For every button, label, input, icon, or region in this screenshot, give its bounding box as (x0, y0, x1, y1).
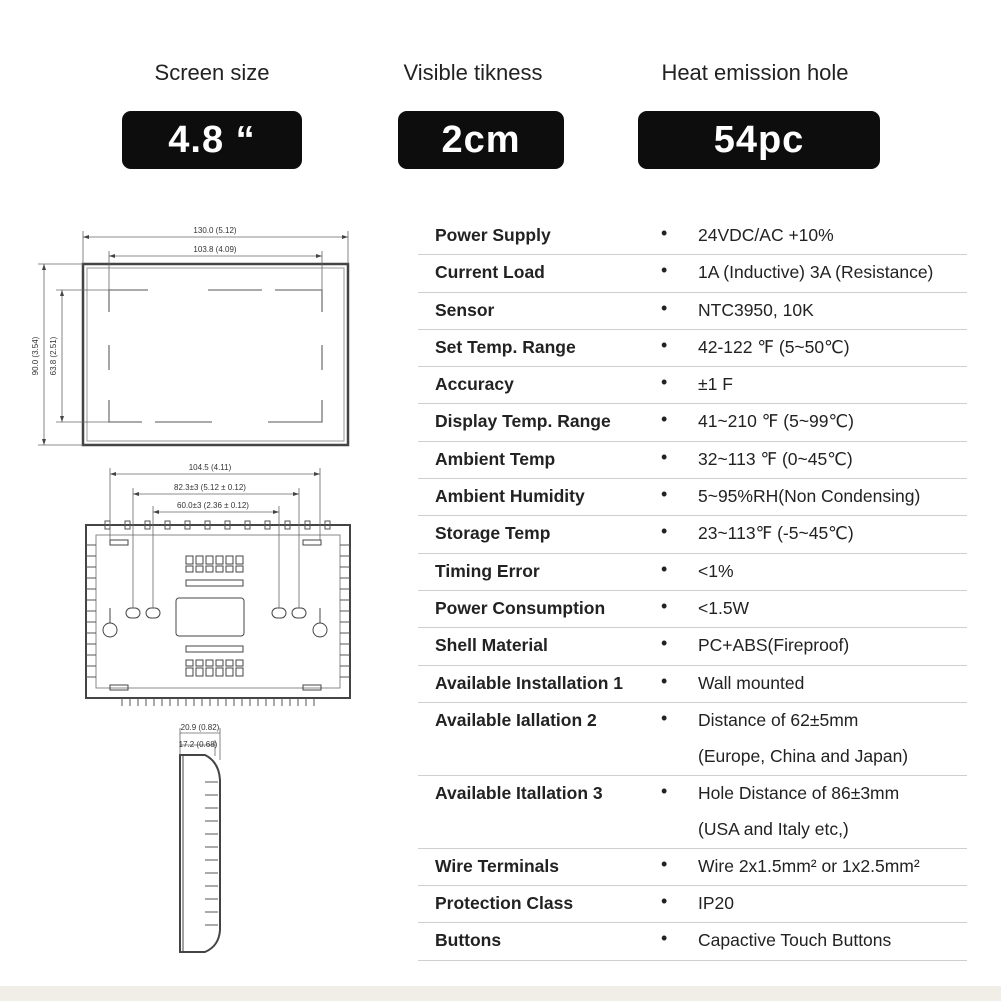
feature-label-screen-size: Screen size (154, 60, 270, 85)
spec-row (418, 923, 967, 960)
spec-label: Display Temp. Range (435, 411, 611, 432)
bullet-icon: • (661, 891, 668, 912)
spec-row (418, 849, 967, 886)
spec-label: Ambient Temp (435, 448, 556, 469)
spec-value (698, 553, 734, 589)
bullet-icon: • (661, 223, 668, 243)
spec-value-line: Distance of 62±5mm (698, 709, 859, 730)
spec-value-line: (USA and Italy etc,) (698, 818, 849, 839)
spec-label: Available Iallation 2 (435, 709, 597, 730)
feature-label-thickness: Visible tikness (403, 60, 543, 85)
spec-row (418, 255, 967, 292)
spec-value-line: IP20 (698, 893, 734, 914)
feature-badge-screen-size: 4.8 “ (122, 111, 302, 169)
spec-label: Set Temp. Range (435, 336, 576, 357)
bullet-icon: • (661, 595, 668, 616)
spec-value-line: ±1 F (698, 374, 733, 395)
spec-value (698, 590, 749, 626)
spec-value-line: Wire 2x1.5mm² or 1x2.5mm² (698, 855, 920, 876)
dim-front-inner-width: 103.8 (4.09) (193, 245, 237, 254)
spec-row (418, 404, 967, 441)
spec-row (418, 218, 967, 255)
spec-label: Timing Error (435, 560, 540, 581)
dim-back-hole-1: 82.3±3 (5.12 ± 0.12) (174, 483, 246, 492)
spec-value (698, 775, 899, 847)
feature-badge-thickness: 2cm (398, 111, 564, 169)
spec-value (698, 254, 933, 290)
bullet-icon: • (661, 853, 668, 874)
spec-row (418, 666, 967, 703)
spec-label: Shell Material (435, 635, 548, 656)
spec-value-line: PC+ABS(Fireproof) (698, 635, 850, 656)
bullet-icon: • (661, 558, 668, 579)
spec-label: Current Load (435, 262, 545, 283)
dim-back-width: 104.5 (4.11) (188, 463, 232, 472)
spec-value (698, 441, 853, 477)
spec-label: Power Supply (435, 225, 551, 245)
spec-label: Accuracy (435, 374, 514, 395)
spec-value-line: Wall mounted (698, 672, 805, 693)
bullet-icon: • (661, 484, 668, 505)
technical-drawings (0, 0, 410, 1001)
bullet-icon: • (661, 521, 668, 542)
spec-row (418, 330, 967, 367)
spec-value-line: NTC3950, 10K (698, 299, 814, 320)
spec-value (698, 627, 849, 663)
spec-value (698, 848, 920, 884)
spec-value-line: 24VDC/AC +10% (698, 225, 834, 245)
spec-label: Protection Class (435, 893, 574, 914)
spec-value-line: 1A (Inductive) 3A (Resistance) (698, 262, 934, 283)
spec-value-line: <1.5W (698, 597, 750, 618)
spec-row (418, 703, 967, 776)
spec-row (418, 479, 967, 516)
spec-value-line: 41~210 ℉ (5~99℃) (698, 411, 854, 432)
spec-row (418, 591, 967, 628)
side-view-drawing (180, 728, 220, 952)
bullet-icon: • (661, 409, 668, 430)
dim-front-width: 130.0 (5.12) (193, 226, 237, 235)
spec-row (418, 293, 967, 330)
bullet-icon: • (661, 260, 668, 281)
spec-value-line: (Europe, China and Japan) (698, 745, 909, 766)
spec-value-line: Capactive Touch Buttons (698, 930, 892, 951)
dim-side-inner-depth: 17.2 (0.68) (178, 740, 218, 749)
spec-label: Wire Terminals (435, 855, 560, 876)
dim-side-depth: 20.9 (0.82) (180, 723, 220, 732)
spec-row (418, 886, 967, 923)
dim-front-inner-height: 63.8 (2.51) (49, 336, 58, 376)
spec-value-line: 42-122 ℉ (5~50℃) (698, 336, 850, 357)
bullet-icon: • (661, 707, 668, 728)
specifications-table (418, 218, 967, 961)
feature-label-heat-holes: Heat emission hole (661, 60, 849, 85)
bottom-strip (0, 986, 1001, 1001)
spec-row (418, 367, 967, 404)
spec-label: Available Itallation 3 (435, 782, 603, 803)
dim-back-hole-2: 60.0±3 (2.36 ± 0.12) (177, 501, 249, 510)
spec-row (418, 554, 967, 591)
front-view-drawing (38, 231, 348, 445)
spec-value-line: 23~113℉ (-5~45℃) (698, 523, 854, 544)
spec-value (698, 885, 734, 921)
spec-value-line: Hole Distance of 86±3mm (698, 782, 900, 803)
feature-badge-heat-holes: 54pc (638, 111, 880, 169)
spec-label: Ambient Humidity (435, 486, 585, 507)
spec-value (698, 329, 850, 365)
spec-label: Storage Temp (435, 523, 551, 544)
bullet-icon: • (661, 780, 668, 801)
spec-row (418, 516, 967, 553)
spec-label: Sensor (435, 299, 495, 320)
spec-value-line: 5~95%RH(Non Condensing) (698, 486, 921, 507)
bullet-icon: • (661, 633, 668, 654)
bullet-icon: • (661, 297, 668, 318)
bullet-icon: • (661, 334, 668, 355)
spec-row (418, 442, 967, 479)
spec-value (698, 665, 804, 701)
spec-value (698, 515, 854, 551)
spec-label: Available Installation 1 (435, 672, 624, 693)
spec-value (698, 403, 854, 439)
bullet-icon: • (661, 372, 668, 393)
spec-label: Buttons (435, 930, 502, 951)
spec-value-line: <1% (698, 560, 734, 581)
spec-value (698, 478, 920, 514)
spec-value (698, 702, 908, 774)
spec-row (418, 776, 967, 849)
dim-front-height: 90.0 (3.54) (31, 336, 40, 376)
bullet-icon: • (661, 446, 668, 467)
spec-value (698, 922, 891, 958)
spec-value (698, 217, 834, 253)
spec-value-line: 32~113 ℉ (0~45℃) (698, 448, 853, 469)
bullet-icon: • (661, 670, 668, 691)
spec-label: Power Consumption (435, 597, 606, 618)
spec-row (418, 628, 967, 665)
bullet-icon: • (661, 928, 668, 949)
spec-value (698, 292, 814, 328)
spec-value (698, 366, 733, 402)
